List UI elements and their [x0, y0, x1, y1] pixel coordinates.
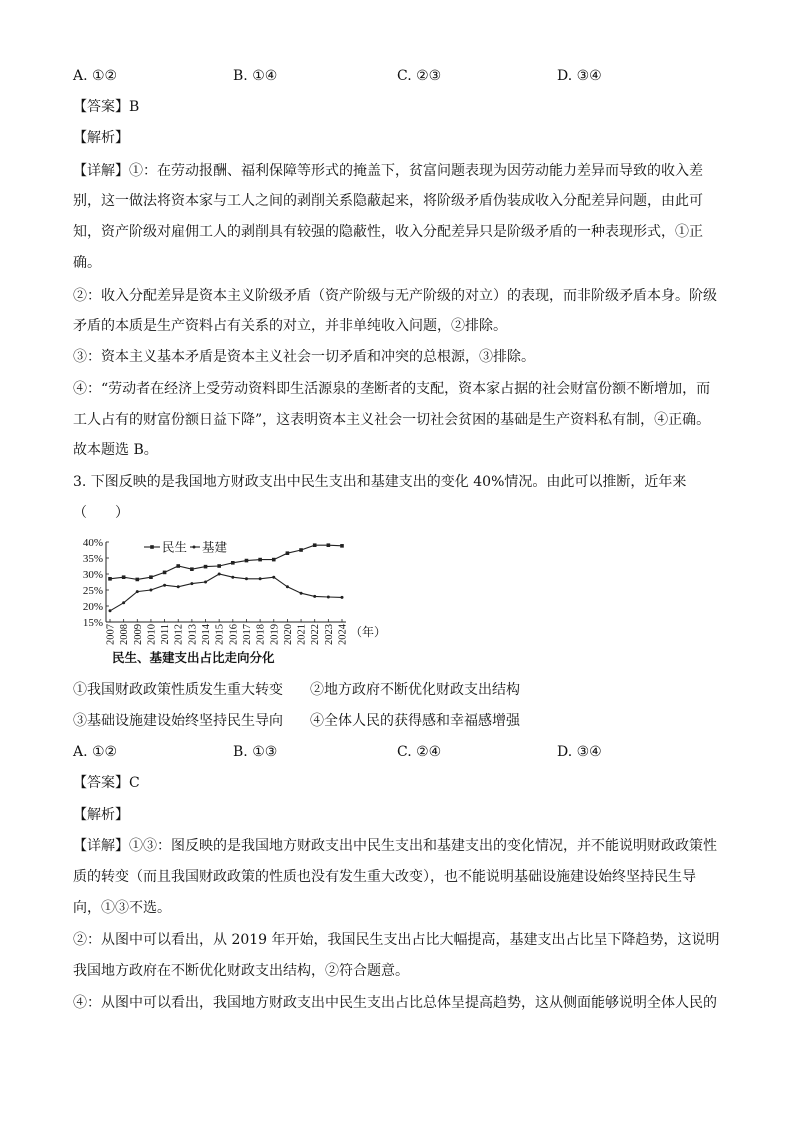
data-point-dot [218, 573, 221, 576]
data-point-dot [149, 589, 152, 592]
x-tick-label: 2008 [119, 624, 131, 645]
q2-detail-line: ④：“劳动者在经济上受劳动资料即生活源泉的垄断者的支配，资本家占据的社会财富份额不断增加，而 [73, 381, 711, 397]
q3-option-d: D. ③④ [557, 744, 602, 760]
q3-detail-line: 向，①③不选。 [73, 900, 171, 916]
data-point-square [231, 561, 235, 565]
data-point-dot [122, 601, 125, 604]
q3-statement-3: ③基础设施建设始终坚持民生导向 [73, 713, 283, 729]
data-point-dot [341, 596, 344, 599]
data-point-dot [204, 581, 207, 584]
q3-option-a: A. ①② [73, 744, 118, 760]
data-point-square [286, 551, 290, 555]
data-point-dot [286, 585, 289, 588]
data-point-dot [177, 585, 180, 588]
q3-statement-1: ①我国财政政策性质发生重大转变 [73, 682, 283, 698]
q2-answer: 【答案】B [73, 99, 140, 115]
q3-option-c: C. ②④ [397, 744, 442, 760]
y-tick-label: 20% [82, 601, 103, 613]
q3-detail-line: 我国地方政府在不断优化财政支出结构，②符合题意。 [73, 963, 409, 979]
q2-detail-line: 工人占有的财富份额日益下降”，这表明资本主义社会一切社会贫困的基础是生产资料私有制，④正确。 [73, 412, 711, 428]
q3-stem: 3. 下图反映的是我国地方财政支出中民生支出和基建支出的变化 40%情况。由此可以推断，近年来 [73, 474, 687, 490]
x-tick-label: 2019 [269, 624, 281, 645]
data-point-square [340, 544, 344, 548]
x-tick-label: 2013 [187, 624, 199, 645]
data-point-square [190, 567, 194, 571]
data-point-dot [245, 577, 248, 580]
legend-label-jijian: 基建 [202, 540, 228, 555]
x-tick-label: 2016 [228, 624, 240, 645]
legend-label-minsheng: 民生 [162, 540, 188, 555]
data-point-dot [109, 609, 112, 612]
data-point-square [135, 578, 139, 582]
y-tick-label: 30% [82, 569, 103, 581]
x-tick-label: 2010 [146, 624, 158, 645]
data-point-square [163, 571, 167, 575]
x-tick-label: 2021 [296, 624, 308, 645]
q2-analysis-heading: 【解析】 [73, 130, 129, 146]
q2-detail-line: ③：资本主义基本矛盾是资本主义社会一切矛盾和冲突的总根源，③排除。 [73, 349, 535, 365]
data-point-dot [272, 576, 275, 579]
x-tick-label: 2015 [214, 624, 226, 645]
y-tick-label: 40% [82, 537, 103, 549]
data-point-square [122, 575, 126, 579]
q2-detail-line: 别，这一做法将资本家与工人之间的剥削关系隐蔽起来，将阶级矛盾伪装成收入分配差异问题，由此可 [73, 193, 703, 209]
data-point-dot [259, 577, 262, 580]
x-tick-label: 2014 [201, 624, 213, 645]
data-point-square [327, 543, 331, 547]
x-tick-label: 2024 [337, 624, 349, 645]
series-line-jijian [110, 574, 342, 611]
data-point-dot [300, 592, 303, 595]
q2-detail-line: 知，资产阶级对雇佣工人的剥削具有较强的隐蔽性，收入分配差异只是阶级矛盾的一种表现形式，①正 [73, 224, 703, 240]
q3-detail-line: ②：从图中可以看出，从 2019 年开始，我国民生支出占比大幅提高，基建支出占比呈下降趋势，这说明 [73, 932, 720, 948]
x-tick-label: 2018 [255, 624, 267, 645]
q3-detail-line: 【详解】①③：图反映的是我国地方财政支出中民生支出和基建支出的变化情况，并不能说明财政政策性 [73, 838, 717, 854]
data-point-square [258, 558, 262, 562]
q2-detail-line: 矛盾的本质是生产资料占有关系的对立，并非单纯收入问题，②排除。 [73, 318, 507, 334]
data-point-square [272, 558, 276, 562]
x-unit-label: （年） [350, 625, 387, 639]
q2-detail-line: 【详解】①：在劳动报酬、福利保障等形式的掩盖下，贫富问题表现为因劳动能力差异而导致的收入差 [73, 163, 703, 179]
q2-option-b: B. ①④ [233, 68, 278, 84]
q3-statement-4: ④全体人民的获得感和幸福感增强 [310, 713, 520, 729]
x-tick-label: 2007 [105, 624, 117, 645]
expenditure-line-chart [70, 530, 390, 670]
q3-option-b: B. ①③ [233, 744, 278, 760]
q2-option-c: C. ②③ [397, 68, 442, 84]
data-point-square [313, 543, 317, 547]
data-point-square [217, 564, 221, 568]
q3-detail-line: 质的转变（而且我国财政政策的性质也没有发生重大改变），也不能说明基础设施建设始终坚持民生导 [73, 869, 696, 885]
data-point-square [108, 577, 112, 581]
x-tick-label: 2009 [132, 624, 144, 645]
x-tick-label: 2011 [160, 624, 172, 645]
q3-answer: 【答案】C [73, 775, 140, 791]
data-point-dot [190, 582, 193, 585]
data-point-dot [313, 595, 316, 598]
legend-marker-square [150, 545, 154, 549]
data-point-square [176, 564, 180, 568]
x-tick-label: 2017 [241, 624, 253, 645]
y-tick-label: 15% [82, 617, 103, 629]
chart-caption: 民生、基建支出占比走向分化 [112, 651, 275, 665]
q2-conclusion: 故本题选 B。 [73, 442, 158, 458]
q2-option-d: D. ③④ [557, 68, 602, 84]
data-point-dot [136, 590, 139, 593]
q2-option-a: A. ①② [73, 68, 118, 84]
y-tick-label: 25% [82, 585, 103, 597]
q3-detail-line: ④：从图中可以看出，我国地方财政支出中民生支出占比总体呈提高趋势，这从侧面能够说明全体人民的 [73, 995, 717, 1011]
data-point-square [299, 548, 303, 552]
q2-detail-line: ②：收入分配差异是资本主义阶级矛盾（资产阶级与无产阶级的对立）的表现，而非阶级矛盾本身。阶级 [73, 288, 717, 304]
data-point-dot [327, 596, 330, 599]
q3-stem-blank: （ ） [73, 505, 129, 521]
data-point-square [245, 559, 249, 563]
q2-detail-line: 确。 [73, 255, 101, 271]
data-point-dot [163, 584, 166, 587]
data-point-dot [231, 576, 234, 579]
y-tick-label: 35% [82, 553, 103, 565]
x-tick-label: 2023 [323, 624, 335, 645]
x-tick-label: 2022 [310, 624, 322, 645]
data-point-square [204, 565, 208, 569]
x-tick-label: 2012 [173, 624, 185, 645]
data-point-square [149, 575, 153, 579]
legend-marker-dot [193, 546, 196, 549]
q3-analysis-heading: 【解析】 [73, 807, 129, 823]
x-tick-label: 2020 [282, 624, 294, 645]
q3-statement-2: ②地方政府不断优化财政支出结构 [310, 682, 520, 698]
